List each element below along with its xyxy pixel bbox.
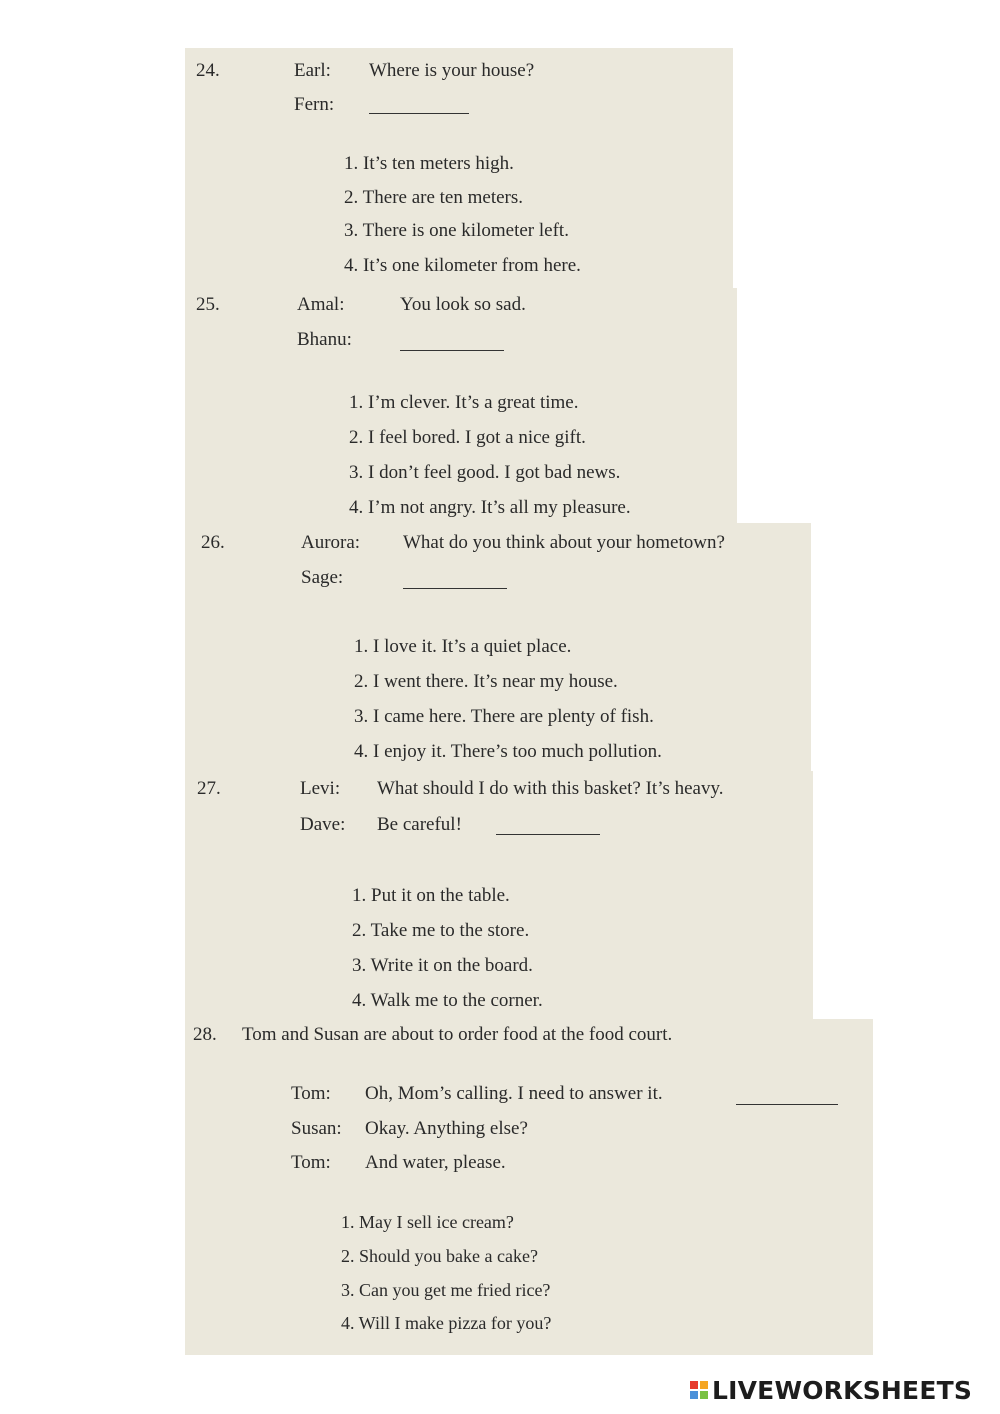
- logo-square: [700, 1391, 708, 1399]
- speaker-name: Dave:: [300, 814, 346, 835]
- question-number: 27.: [197, 778, 221, 799]
- option-2[interactable]: 2. I feel bored. I got a nice gift.: [349, 427, 586, 448]
- question-number: 25.: [196, 294, 220, 315]
- speaker-name: Sage:: [301, 567, 344, 588]
- question-28-block: [185, 1019, 873, 1355]
- option-4[interactable]: 4. Will I make pizza for you?: [341, 1313, 552, 1333]
- answer-blank[interactable]: [736, 1104, 838, 1105]
- logo-square: [690, 1381, 698, 1389]
- speaker-name: Aurora:: [301, 532, 361, 553]
- option-2[interactable]: 2. Should you bake a cake?: [341, 1246, 538, 1266]
- speaker-name: Tom:: [291, 1152, 331, 1173]
- speaker-name: Tom:: [291, 1083, 331, 1104]
- option-3[interactable]: 3. Write it on the board.: [352, 955, 533, 976]
- speaker-name: Fern:: [294, 94, 335, 115]
- logo-text: LIVEWORKSHEETS: [712, 1375, 973, 1405]
- liveworksheets-logo: [690, 1375, 990, 1405]
- option-3[interactable]: 3. Can you get me fried rice?: [341, 1280, 551, 1300]
- dialogue-line: Okay. Anything else?: [365, 1118, 528, 1139]
- speaker-name: Levi:: [300, 778, 341, 799]
- option-2[interactable]: 2. There are ten meters.: [344, 187, 524, 208]
- option-2[interactable]: 2. Take me to the store.: [352, 920, 530, 941]
- dialogue-line: Be careful!: [377, 814, 462, 835]
- option-4[interactable]: 4. I enjoy it. There’s too much pollution.: [354, 741, 662, 762]
- dialogue-line: What do you think about your hometown?: [403, 532, 725, 553]
- logo-square: [690, 1391, 698, 1399]
- dialogue-line: And water, please.: [365, 1152, 506, 1173]
- dialogue-line: What should I do with this basket? It’s heavy.: [377, 778, 724, 799]
- dialogue-line: You look so sad.: [400, 294, 526, 315]
- option-4[interactable]: 4. Walk me to the corner.: [352, 990, 543, 1011]
- dialogue-line: Oh, Mom’s calling. I need to answer it.: [365, 1083, 663, 1104]
- option-4[interactable]: 4. It’s one kilometer from here.: [344, 255, 581, 276]
- question-number: 24.: [196, 60, 220, 81]
- logo-square: [700, 1381, 708, 1389]
- option-3[interactable]: 3. I came here. There are plenty of fish.: [354, 706, 654, 727]
- option-3[interactable]: 3. There is one kilometer left.: [344, 220, 569, 241]
- speaker-name: Amal:: [297, 294, 345, 315]
- question-number: 26.: [201, 532, 225, 553]
- option-1[interactable]: 1. Put it on the table.: [352, 885, 510, 906]
- option-3[interactable]: 3. I don’t feel good. I got bad news.: [349, 462, 621, 483]
- option-1[interactable]: 1. May I sell ice cream?: [341, 1212, 514, 1232]
- question-intro: Tom and Susan are about to order food at the food court.: [242, 1024, 673, 1045]
- option-2[interactable]: 2. I went there. It’s near my house.: [354, 671, 618, 692]
- option-4[interactable]: 4. I’m not angry. It’s all my pleasure.: [349, 497, 631, 518]
- speaker-name: Earl:: [294, 60, 331, 81]
- question-number: 28.: [193, 1024, 217, 1045]
- option-1[interactable]: 1. I’m clever. It’s a great time.: [349, 392, 579, 413]
- answer-blank[interactable]: [400, 350, 504, 351]
- answer-blank[interactable]: [369, 113, 469, 114]
- speaker-name: Bhanu:: [297, 329, 352, 350]
- option-1[interactable]: 1. I love it. It’s a quiet place.: [354, 636, 572, 657]
- speaker-name: Susan:: [291, 1118, 342, 1139]
- logo-grid-icon: [690, 1381, 708, 1399]
- answer-blank[interactable]: [403, 588, 507, 589]
- answer-blank[interactable]: [496, 834, 600, 835]
- dialogue-line: Where is your house?: [369, 60, 535, 81]
- option-1[interactable]: 1. It’s ten meters high.: [344, 153, 514, 174]
